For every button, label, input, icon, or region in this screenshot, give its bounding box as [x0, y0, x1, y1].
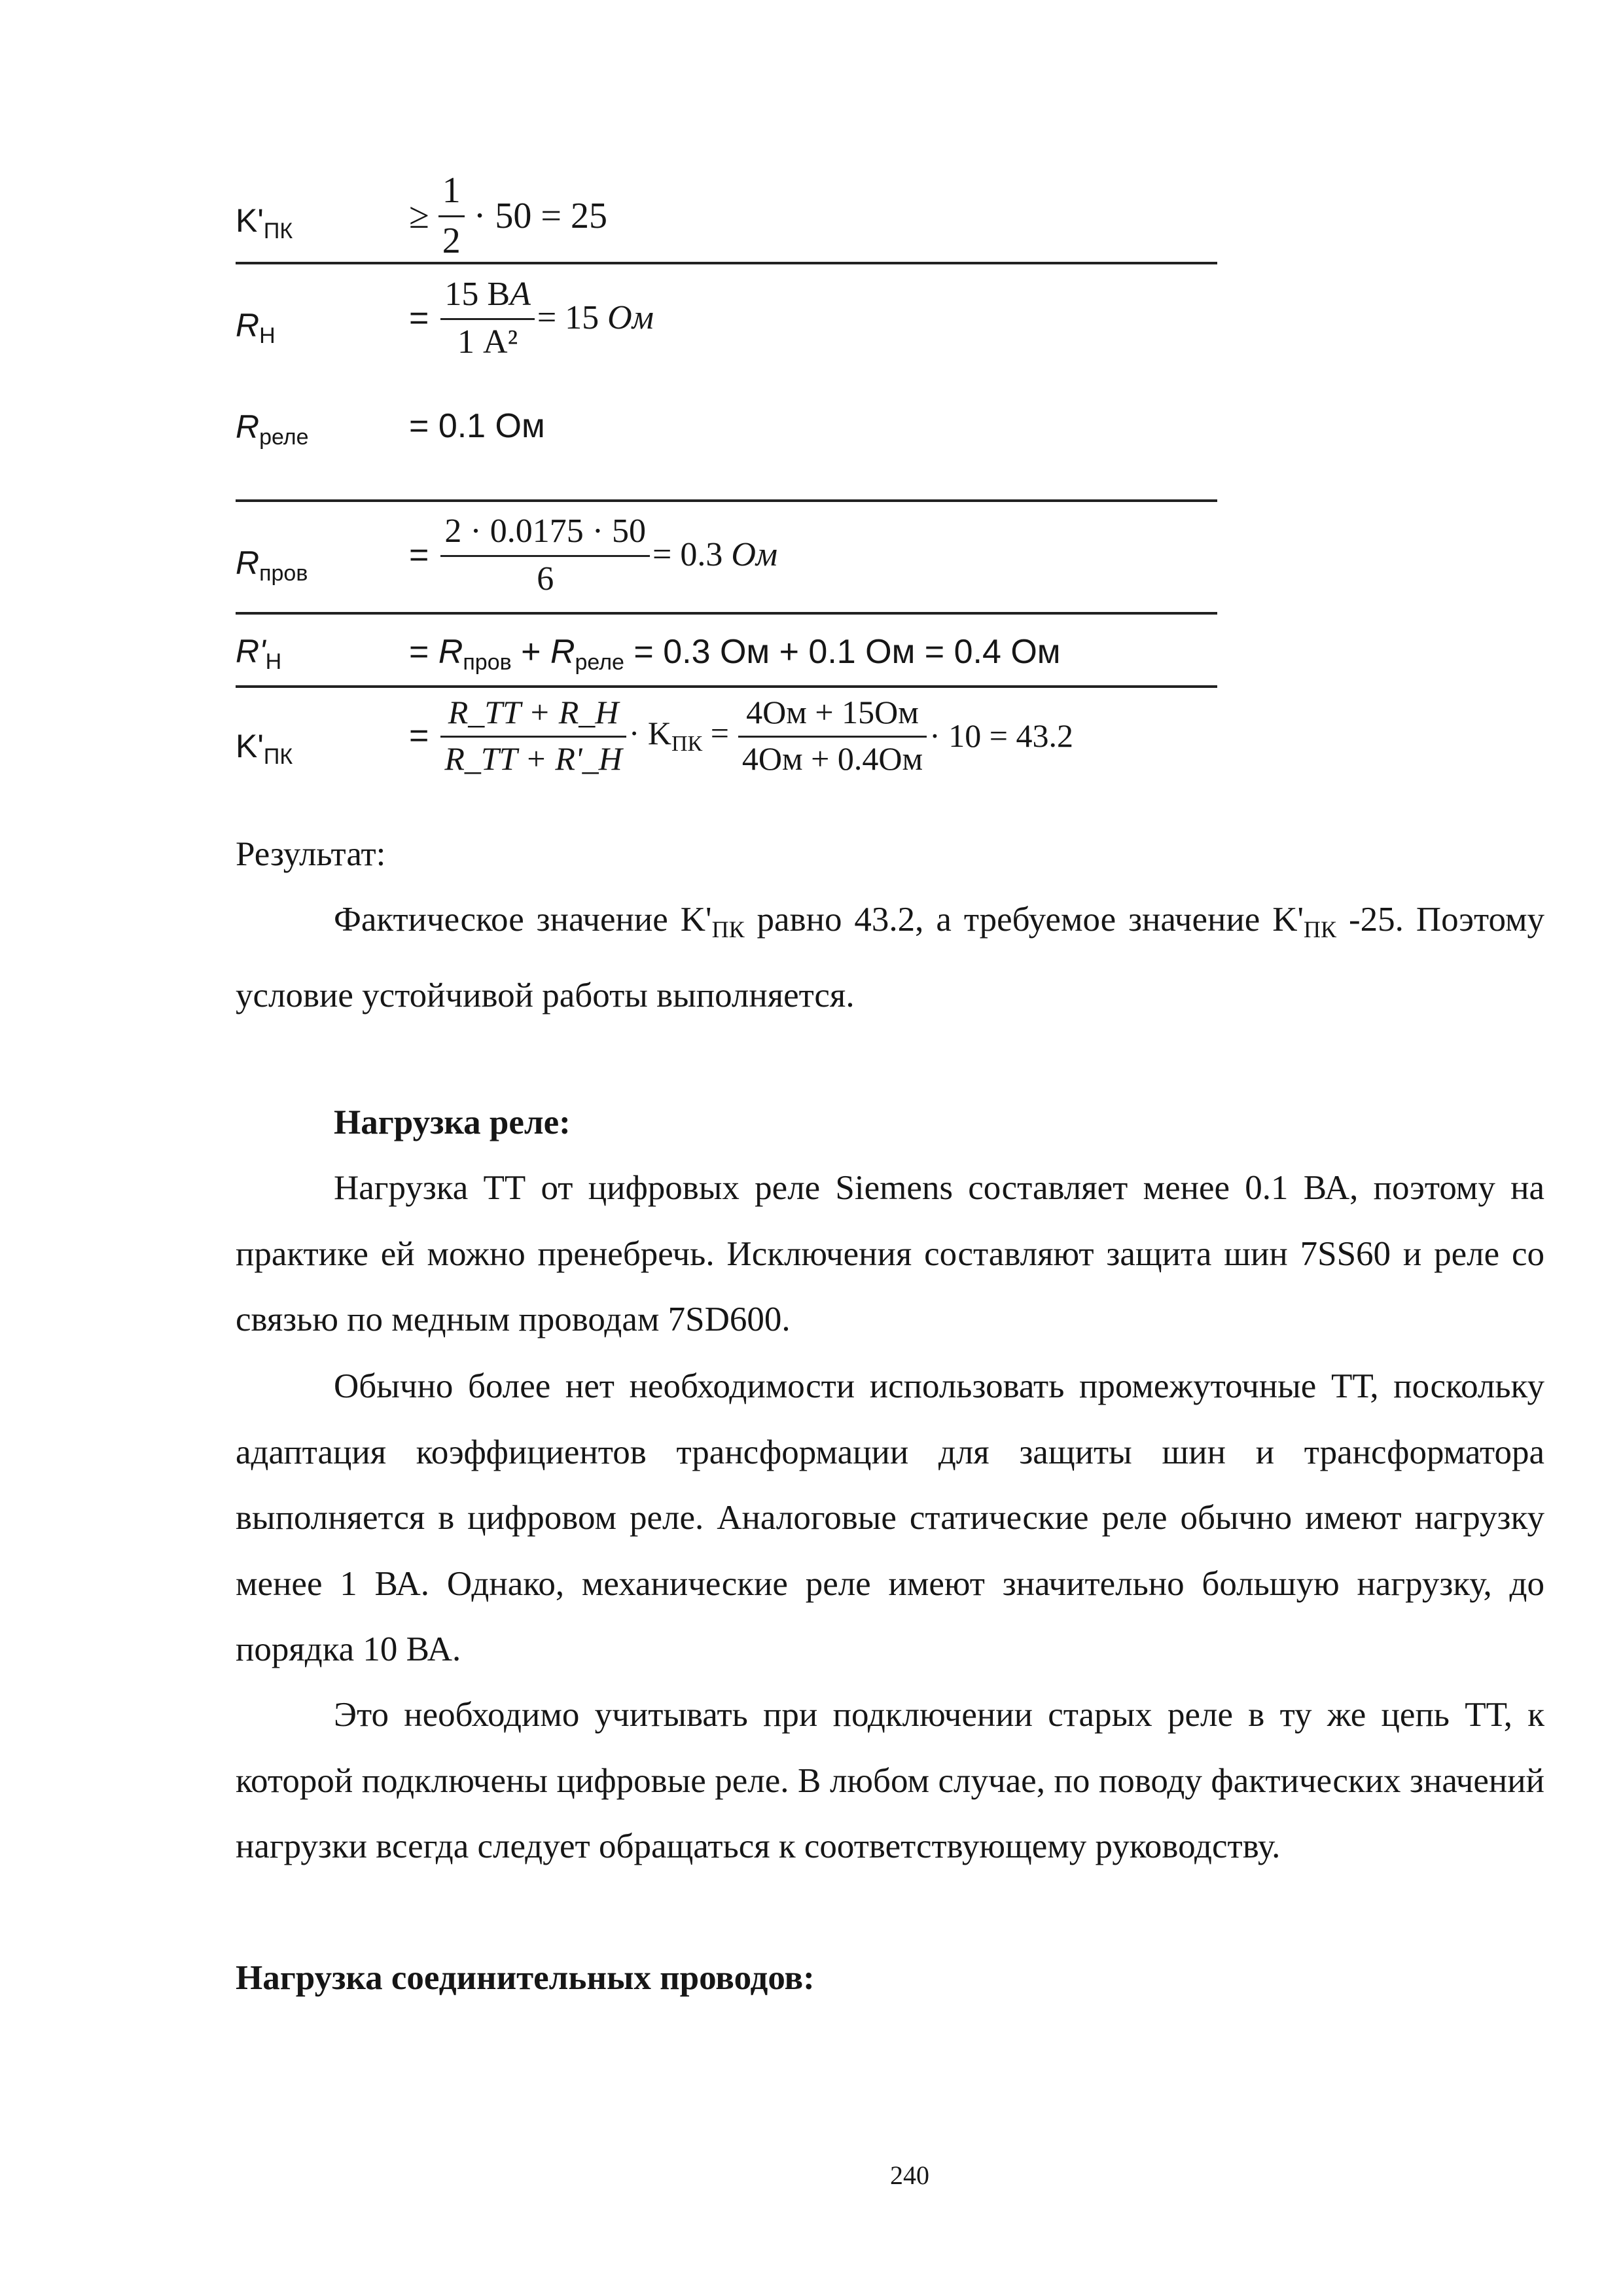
symbol-subscript: реле — [259, 425, 309, 450]
expression-rest: · 10 = 43.2 — [929, 717, 1073, 754]
fraction-values — [738, 694, 927, 778]
formula-symbol — [236, 547, 308, 584]
paragraph-intermediate-ct: Обычно более нет необходимости использовать промежуточные ТТ, поскольку адаптация коэффициентов трансформации для защиты шин и трансформатора выполняется в цифровом реле. Аналоговые статические реле обычно имеют нагрузку менее 1 ВА. Однако, механические реле имеют значительно большую нагрузку, до порядка 10 ВА. — [236, 1367, 1544, 1668]
symbol-subscript: ПК — [263, 744, 293, 769]
symbol-text: R' — [236, 633, 266, 670]
sign: = — [409, 299, 429, 338]
fraction-ratio — [440, 694, 626, 778]
expression-rest: · 50 = 25 — [473, 195, 607, 236]
result-paragraph — [236, 887, 1544, 1028]
rule-line — [236, 499, 1217, 502]
result-subscript-1: ПК — [711, 916, 745, 942]
fraction — [440, 275, 534, 362]
plus-sign: + — [511, 633, 550, 671]
expression-rest: = 0.3 Ом + 0.1 Ом = 0.4 Ом — [624, 633, 1061, 671]
formula-symbol — [236, 730, 293, 768]
formula-rn — [236, 268, 1217, 367]
symbol-subscript: пров — [259, 561, 308, 586]
denominator: R_TT + R'_Н — [444, 740, 622, 777]
numerator — [440, 275, 534, 320]
term-subscript: пров — [463, 650, 512, 675]
formula-expression: = 0.1 Ом — [409, 407, 545, 445]
symbol-subscript: Н — [265, 649, 282, 674]
formula-rprov — [236, 504, 1217, 602]
symbol-subscript: ПК — [263, 219, 293, 243]
fraction — [438, 170, 465, 262]
rest-value: = 15 — [537, 299, 608, 337]
denominator: 4Ом + 0.4Ом — [741, 740, 923, 777]
numerator: 2 · 0.0175 · 50 — [440, 512, 650, 557]
formula-expression — [409, 512, 777, 599]
numerator: 4Ом + 15Ом — [738, 694, 927, 738]
result-text-3: -25. Поэтому условие устойчивой работы выполняется. — [236, 901, 1544, 1014]
formula-rrele — [236, 409, 1217, 461]
symbol-text: R — [236, 307, 260, 344]
result-text-1: Фактическое значение K' — [334, 901, 712, 939]
numerator-unit: А — [510, 276, 531, 313]
formula-expression — [409, 275, 654, 362]
formula-expression — [409, 694, 1073, 778]
paragraph-relay-load: Нагрузка ТТ от цифровых реле Siemens составляет менее 0.1 ВА, поэтому на практике ей можно пренебречь. Исключения составляют защита шин 7SS60 и реле со связью по медным проводам 7SD600. — [236, 1169, 1544, 1338]
symbol-text: K' — [236, 202, 264, 239]
k-symbol: · K — [628, 714, 671, 751]
heading-relay-load: Нагрузка реле: — [334, 1103, 571, 1141]
denominator: 1 А² — [457, 323, 518, 361]
numerator-value: 15 В — [444, 276, 510, 313]
formula-expression — [409, 635, 1061, 673]
term-subscript: реле — [575, 650, 624, 675]
denominator: 6 — [537, 560, 554, 598]
term-symbol: R — [438, 633, 463, 671]
sign: ≥ — [409, 195, 429, 236]
numerator: R_TT + R_Н — [440, 694, 626, 738]
result-text-2: равно 43.2, а требуемое значение K' — [744, 901, 1304, 939]
sign: = — [409, 717, 429, 755]
symbol-text: R — [236, 545, 260, 581]
k-factor — [628, 714, 729, 756]
rest-unit: Ом — [607, 299, 654, 337]
rest-unit: Ом — [731, 536, 778, 574]
rule-line — [236, 262, 1217, 264]
formula-symbol — [236, 410, 309, 448]
heading-wire-load: Нагрузка соединительных проводов: — [236, 1959, 815, 1997]
expression-rest — [537, 301, 654, 335]
symbol-subscript: Н — [259, 323, 276, 348]
term-symbol: R — [550, 633, 575, 671]
sign: = — [409, 536, 429, 575]
numerator: 1 — [438, 170, 465, 217]
equals-sign: = — [710, 714, 729, 751]
formula-expression — [409, 170, 607, 262]
formula-symbol — [236, 635, 281, 673]
symbol-text: K' — [236, 728, 264, 764]
paragraph-old-relays: Это необходимо учитывать при подключении старых реле в ту же цепь ТТ, к которой подключены цифровые реле. В любом случае, по поводу фактических значений нагрузки всегда следует обращаться к соответствующему руководству. — [236, 1696, 1544, 1865]
fraction — [440, 512, 650, 599]
formula-kpk-required — [236, 155, 1217, 262]
page-number: 240 — [890, 2161, 929, 2190]
result-label: Результат: — [236, 835, 386, 873]
rule-line — [236, 685, 1217, 688]
rest-value: = 0.3 — [652, 536, 732, 574]
formula-symbol — [236, 309, 276, 347]
formula-kpk-actual — [236, 691, 1217, 808]
symbol-text: R — [236, 408, 260, 445]
sign: = — [409, 633, 438, 671]
rule-line — [236, 612, 1217, 615]
formula-rn-prime — [236, 635, 1217, 687]
formula-symbol — [236, 204, 293, 242]
expression-rest — [652, 538, 777, 572]
k-subscript: ПК — [671, 731, 703, 756]
result-subscript-2: ПК — [1304, 916, 1337, 942]
denominator: 2 — [442, 221, 461, 262]
